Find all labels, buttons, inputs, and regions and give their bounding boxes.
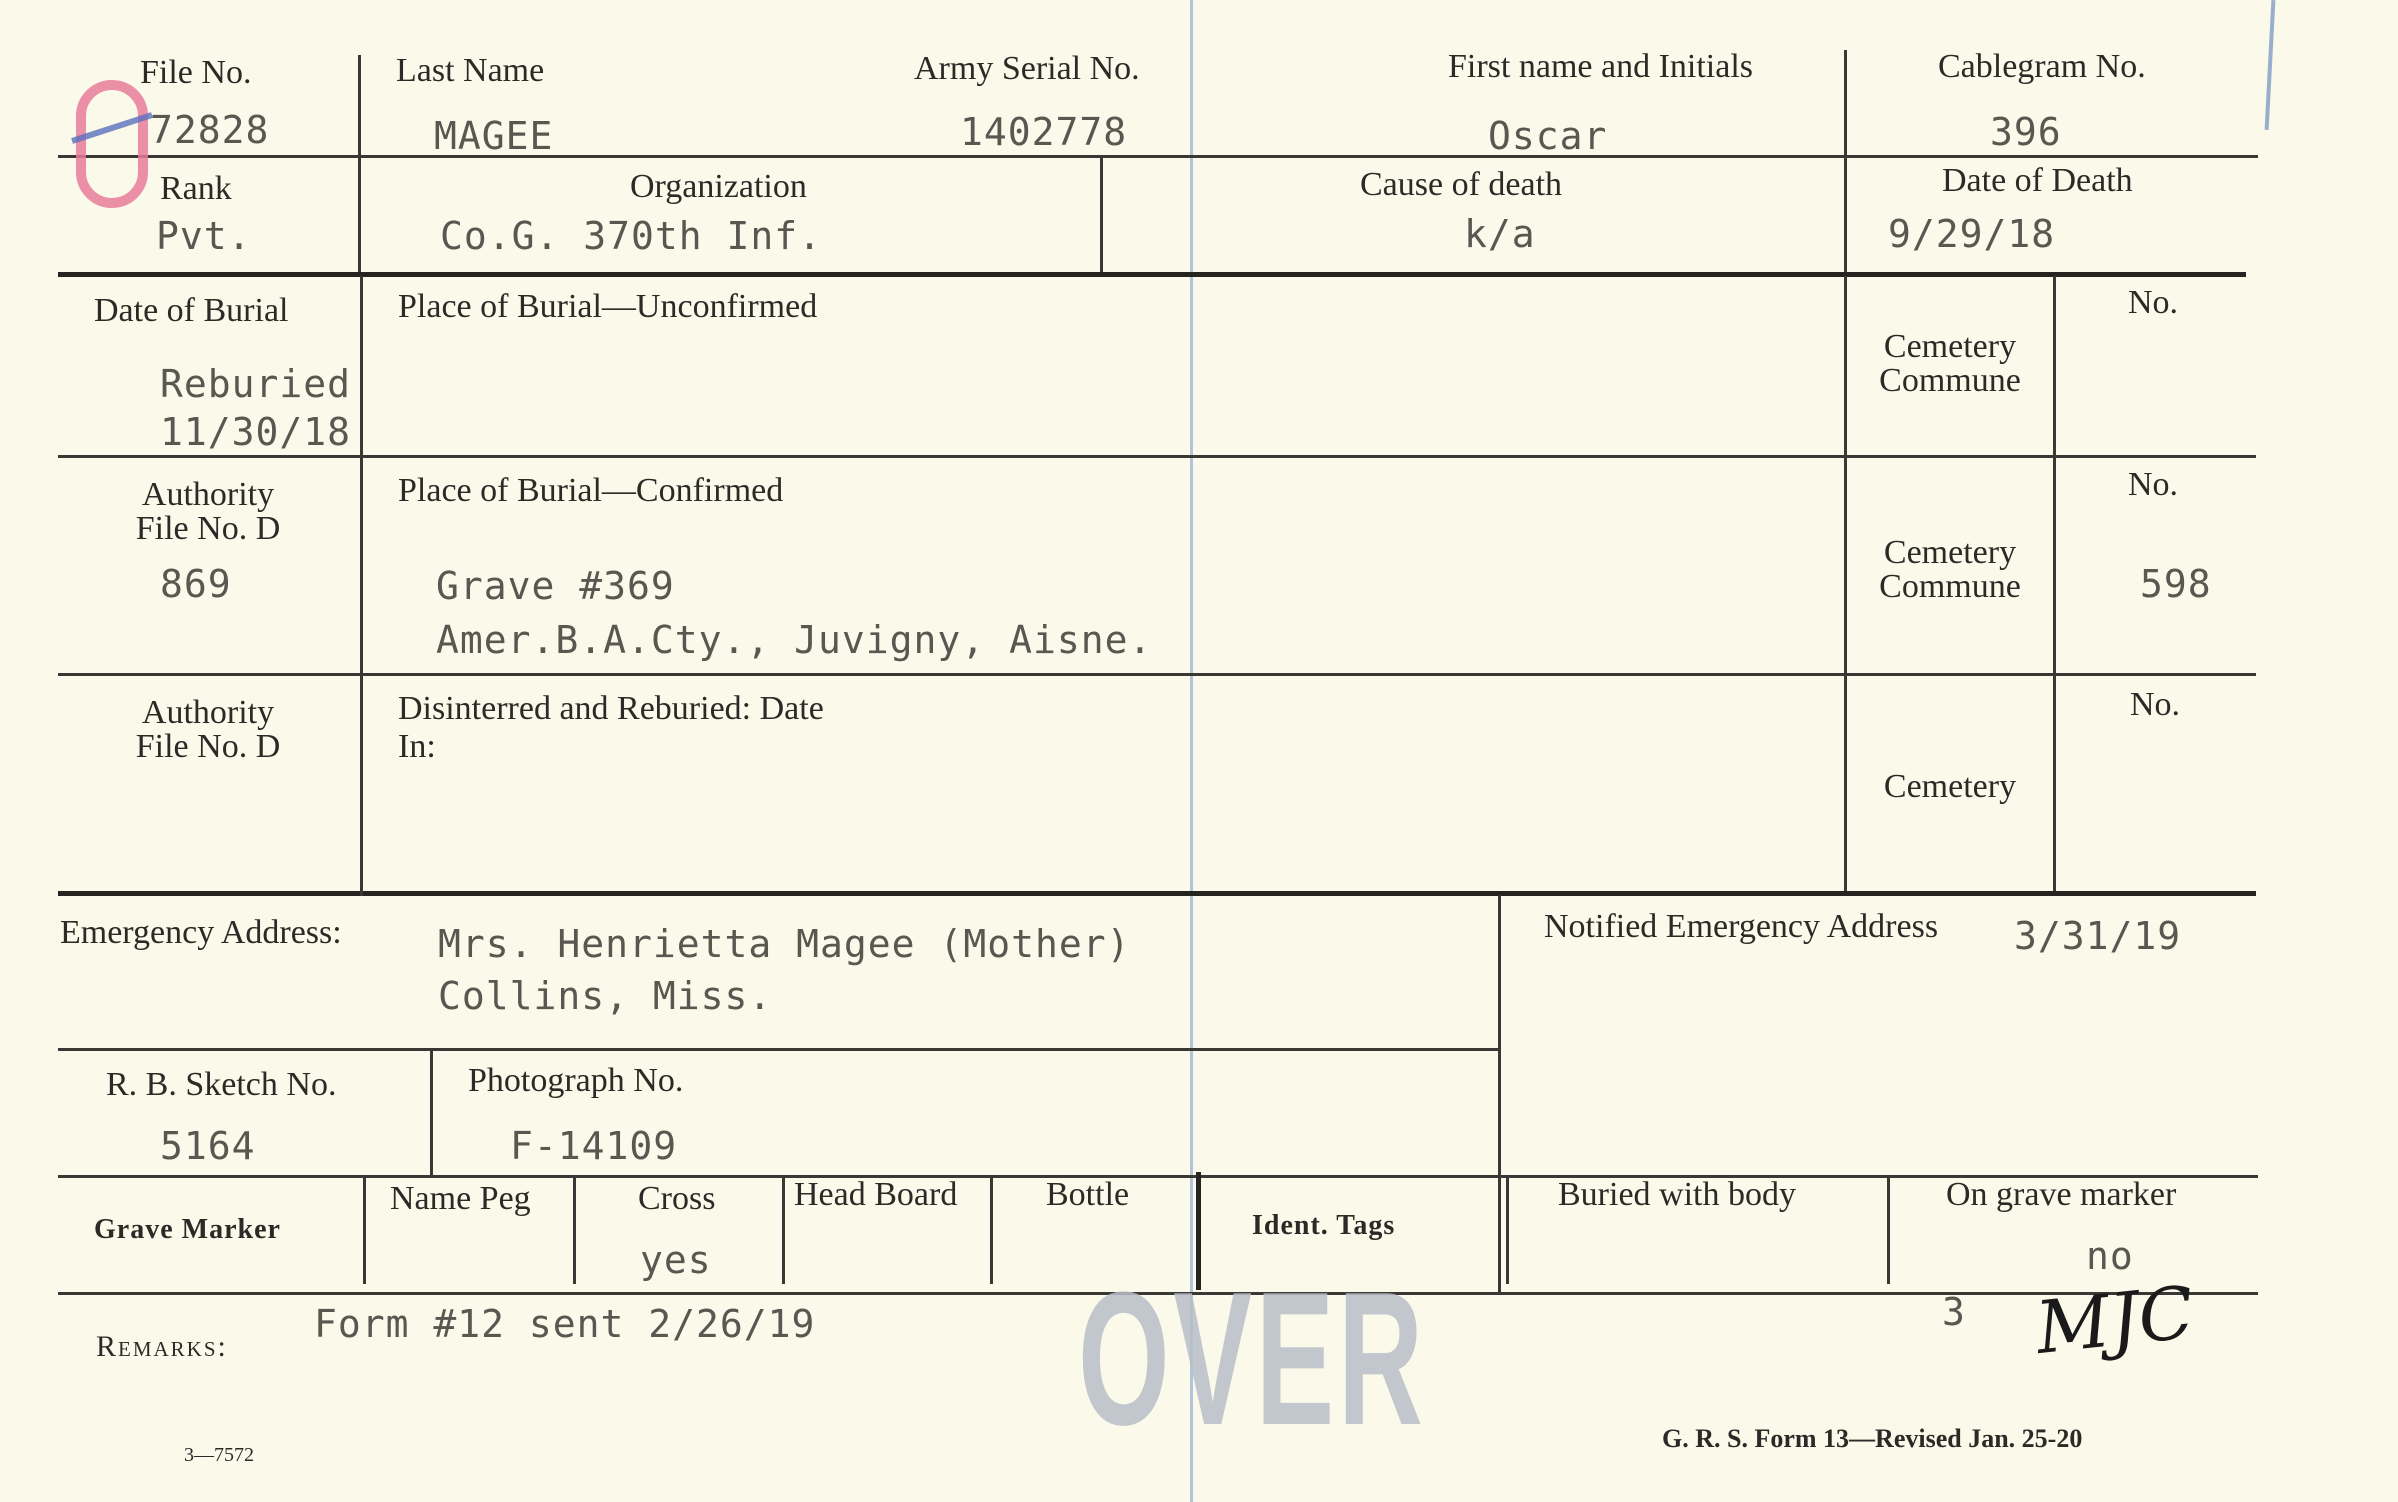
photograph-label: Photograph No.: [468, 1062, 684, 1099]
notified-emergency-label: Notified Emergency Address: [1544, 908, 1939, 945]
vrule-cable: [1844, 50, 1847, 155]
organization-value: Co.G. 370th Inf.: [440, 214, 823, 258]
rb-sketch-value: 5164: [160, 1124, 256, 1168]
name-peg-label: Name Peg: [390, 1180, 531, 1217]
blue-pencil-mark: [2265, 0, 2276, 130]
ident-tags-label: Ident. Tags: [1252, 1210, 1396, 1241]
photograph-value: F-14109: [510, 1124, 678, 1168]
no-label-2: No.: [2128, 466, 2179, 503]
over-stamp: OVER: [1078, 1253, 1427, 1465]
bottle-label: Bottle: [1046, 1176, 1130, 1213]
authority-value-1: 869: [160, 562, 232, 606]
reburied-text: Reburied: [160, 362, 352, 406]
cross-value: yes: [640, 1238, 712, 1282]
rank-value: Pvt.: [156, 214, 252, 258]
vrule-org: [1100, 158, 1103, 272]
vrule-photo: [430, 1050, 433, 1175]
cablegram-label: Cablegram No.: [1938, 48, 2146, 85]
on-grave-marker-value: no: [2086, 1234, 2134, 1278]
remarks-text: Form #12 sent 2/26/19: [314, 1302, 816, 1346]
cemetery-label-2: Cemetery: [1883, 534, 2017, 571]
vrule-m7: [1887, 1178, 1890, 1284]
reburied-date: 11/30/18: [160, 410, 352, 454]
grave-number: Grave #369: [436, 564, 675, 608]
rb-sketch-label: R. B. Sketch No.: [106, 1066, 337, 1103]
pink-crayon-zero-mark: [76, 80, 148, 208]
vrule-m6: [1506, 1178, 1509, 1284]
cause-of-death-label: Cause of death: [1360, 166, 1563, 203]
last-name-value: MAGEE: [434, 114, 554, 158]
rule-4: [58, 673, 2256, 676]
rule-3: [58, 455, 2256, 458]
vrule-cem: [1844, 276, 1847, 891]
rule-6: [58, 1048, 1498, 1051]
file-no-label: File No.: [140, 54, 252, 91]
grave-marker-label: Grave Marker: [94, 1214, 281, 1245]
vrule-no: [2053, 276, 2056, 891]
cross-label: Cross: [638, 1180, 716, 1217]
vrule-m2: [573, 1178, 576, 1284]
place-confirmed-label: Place of Burial—Confirmed: [398, 472, 784, 509]
no-label-1: No.: [2128, 284, 2179, 321]
vrule-m4: [990, 1178, 993, 1284]
no-label-3: No.: [2130, 686, 2181, 723]
first-name-label: First name and Initials: [1448, 48, 1754, 85]
cause-of-death-value: k/a: [1464, 212, 1536, 256]
commune-label-2: Commune: [1879, 568, 2021, 605]
authority-file-label-2: File No. D: [135, 728, 281, 765]
file-no-value: 72828: [150, 108, 270, 152]
rule-5: [58, 891, 2256, 896]
emergency-address-line1: Mrs. Henrietta Magee (Mother): [438, 922, 1131, 966]
organization-label: Organization: [630, 168, 807, 205]
date-of-death-value: 9/29/18: [1888, 212, 2056, 256]
remarks-number: 3: [1942, 1290, 1966, 1334]
rule-7: [58, 1175, 2258, 1178]
cemetery-label-3: Cemetery: [1883, 768, 2017, 805]
buried-with-body-label: Buried with body: [1558, 1176, 1796, 1213]
rule-2: [58, 272, 2246, 277]
cablegram-value: 396: [1990, 110, 2062, 154]
rank-label: Rank: [160, 170, 232, 207]
handwritten-initials: MJC: [2032, 1269, 2198, 1371]
vrule-rank: [358, 158, 361, 272]
cemetery-location: Amer.B.A.Cty., Juvigny, Aisne.: [436, 618, 1153, 662]
vrule-cause: [1844, 158, 1847, 272]
remarks-label: Remarks:: [96, 1330, 228, 1363]
disinterred-in-label: In:: [398, 728, 436, 765]
vrule-left: [360, 276, 363, 896]
date-of-death-label: Date of Death: [1942, 162, 2133, 199]
head-board-label: Head Board: [794, 1176, 958, 1213]
authority-file-label-1: File No. D: [135, 510, 281, 547]
authority-label-1: Authority: [141, 476, 275, 513]
emergency-address-label: Emergency Address:: [60, 914, 342, 951]
authority-label-2: Authority: [141, 694, 275, 731]
place-unconfirmed-label: Place of Burial—Unconfirmed: [398, 288, 818, 325]
army-serial-label: Army Serial No.: [914, 50, 1140, 87]
vrule-file: [358, 55, 361, 155]
last-name-label: Last Name: [396, 52, 545, 89]
footer-code: 3—7572: [184, 1444, 254, 1466]
emergency-address-line2: Collins, Miss.: [438, 974, 773, 1018]
no-value-2: 598: [2140, 562, 2212, 606]
cemetery-label-1: Cemetery: [1883, 328, 2017, 365]
vrule-m3: [782, 1178, 785, 1284]
date-of-burial-label: Date of Burial: [94, 292, 289, 329]
rule-1: [58, 155, 2258, 158]
first-name-value: Oscar: [1488, 114, 1608, 158]
disinterred-label: Disinterred and Reburied: Date: [398, 690, 824, 727]
commune-label-1: Commune: [1879, 362, 2021, 399]
on-grave-marker-label: On grave marker: [1946, 1176, 2177, 1213]
vrule-notified: [1498, 895, 1501, 1292]
notified-emergency-date: 3/31/19: [2014, 914, 2182, 958]
vrule-m1: [363, 1178, 366, 1284]
form-identifier: G. R. S. Form 13—Revised Jan. 25-20: [1662, 1424, 2083, 1453]
army-serial-value: 1402778: [960, 110, 1128, 154]
